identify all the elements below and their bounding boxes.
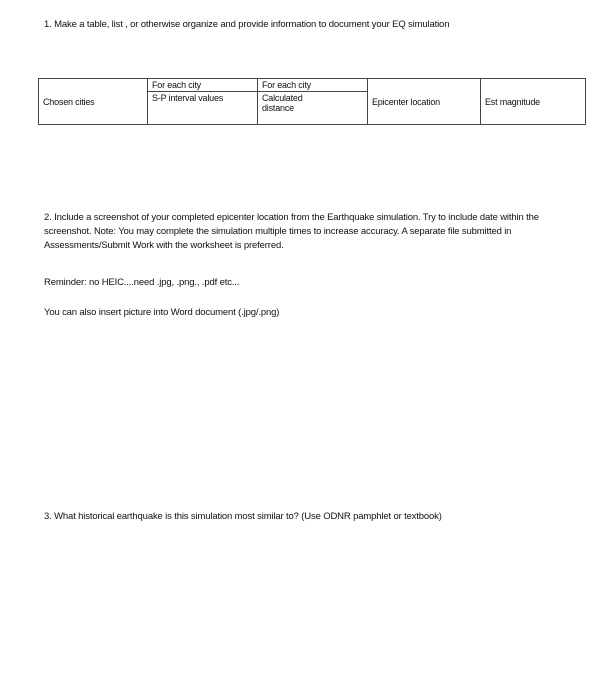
question-2: 2. Include a screenshot of your completed epicenter location from the Earthquake simulation. Try to include date within the screenshot. Note: You may complete the simulation multiple times to increase accuracy. A separate file submitted in Assessments/Submit Work with the worksheet is preferred. bbox=[44, 212, 539, 251]
header-sp-top-label: For each city bbox=[148, 80, 257, 92]
eq-simulation-table bbox=[38, 78, 586, 125]
header-sp-bottom-label: S-P interval values bbox=[152, 93, 224, 103]
question-2-insert-note: You can also insert picture into Word document (.jpg/.png) bbox=[44, 307, 280, 318]
header-calculated-distance bbox=[258, 79, 368, 125]
header-chosen-cities-label: Chosen cities bbox=[43, 96, 95, 107]
header-dist-top-label: For each city bbox=[258, 80, 367, 92]
header-est-magnitude bbox=[481, 79, 586, 125]
header-dist-bottom-label: Calculated distance bbox=[262, 93, 303, 113]
header-chosen-cities bbox=[39, 79, 148, 125]
question-3: 3. What historical earthquake is this simulation most similar to? (Use ODNR pamphlet or textbook) bbox=[44, 511, 442, 522]
question-1: 1. Make a table, list , or otherwise organize and provide information to document your EQ simulation bbox=[44, 19, 450, 30]
header-epicenter-location bbox=[368, 79, 481, 125]
question-2-reminder: Reminder: no HEIC....need .jpg, .png., .pdf etc... bbox=[44, 277, 240, 288]
header-magnitude-label: Est magnitude bbox=[485, 96, 540, 107]
header-sp-interval bbox=[148, 79, 258, 125]
header-epicenter-label: Epicenter location bbox=[372, 96, 440, 107]
table-header-row bbox=[39, 79, 586, 125]
